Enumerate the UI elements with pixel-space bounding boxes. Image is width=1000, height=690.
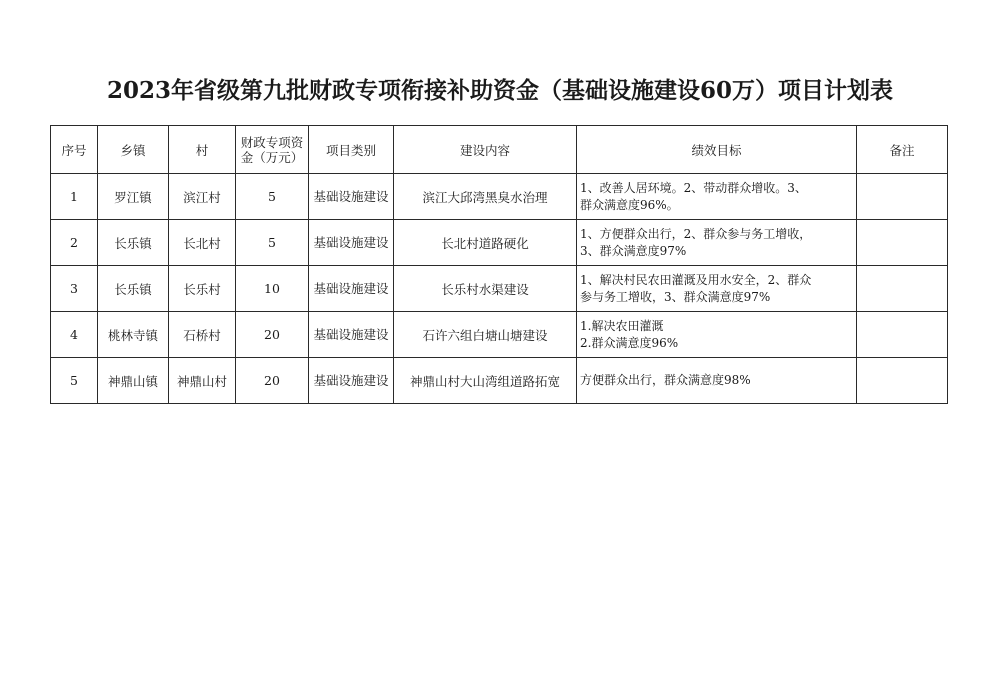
header-seq: 序号 bbox=[51, 126, 98, 174]
table-row bbox=[51, 358, 948, 404]
cell-fund: 20 bbox=[236, 358, 309, 404]
cell-fund: 20 bbox=[236, 312, 309, 358]
cell-content: 长乐村水渠建设 bbox=[394, 266, 577, 312]
cell-remark bbox=[857, 358, 948, 404]
table-row bbox=[51, 312, 948, 358]
cell-village: 长北村 bbox=[169, 220, 236, 266]
target-line: 3、群众满意度97% bbox=[580, 243, 687, 258]
target-line: 1、改善人居环境。2、带动群众增收。3、 bbox=[580, 180, 807, 195]
cell-category bbox=[309, 358, 394, 404]
cell-village: 石桥村 bbox=[169, 312, 236, 358]
cell-content: 石许六组白塘山塘建设 bbox=[394, 312, 577, 358]
target-line: 1、方便群众出行，2、群众参与务工增收， bbox=[580, 226, 812, 241]
target-line: 1.解决农田灌溉 bbox=[580, 318, 664, 333]
header-target: 绩效目标 bbox=[577, 126, 857, 174]
target-line: 2.群众满意度96% bbox=[580, 335, 679, 350]
target-line: 1、解决村民农田灌溉及用水安全，2、群众 bbox=[580, 272, 812, 287]
project-plan-table bbox=[50, 125, 948, 404]
cell-content: 长北村道路硬化 bbox=[394, 220, 577, 266]
header-content: 建设内容 bbox=[394, 126, 577, 174]
page-title: 2023年省级第九批财政专项衔接补助资金（基础设施建设60万）项目计划表 bbox=[106, 77, 894, 104]
header-village: 村 bbox=[169, 126, 236, 174]
cell-remark bbox=[857, 220, 948, 266]
cell-target bbox=[577, 358, 857, 404]
table-row bbox=[51, 266, 948, 312]
header-fund-label: 财政专项资金（万元） bbox=[240, 134, 304, 165]
cell-content: 神鼎山村大山湾组道路拓宽 bbox=[394, 358, 577, 404]
cell-seq: 4 bbox=[51, 312, 98, 358]
target-line: 群众满意度96%。 bbox=[580, 197, 679, 212]
cell-target bbox=[577, 312, 857, 358]
cell-seq: 5 bbox=[51, 358, 98, 404]
cell-target bbox=[577, 266, 857, 312]
cell-category bbox=[309, 220, 394, 266]
cell-remark bbox=[857, 266, 948, 312]
cell-remark bbox=[857, 174, 948, 220]
cell-town: 神鼎山镇 bbox=[98, 358, 169, 404]
cell-village: 长乐村 bbox=[169, 266, 236, 312]
cell-category bbox=[309, 174, 394, 220]
header-fund bbox=[236, 126, 309, 174]
cell-target bbox=[577, 220, 857, 266]
category-label: 基础设施建设 bbox=[313, 280, 389, 296]
cell-seq: 2 bbox=[51, 220, 98, 266]
header-town: 乡镇 bbox=[98, 126, 169, 174]
cell-fund: 5 bbox=[236, 174, 309, 220]
cell-target bbox=[577, 174, 857, 220]
category-label: 基础设施建设 bbox=[313, 326, 389, 342]
table-row bbox=[51, 174, 948, 220]
header-remark: 备注 bbox=[857, 126, 948, 174]
cell-village: 滨江村 bbox=[169, 174, 236, 220]
cell-town: 罗江镇 bbox=[98, 174, 169, 220]
cell-fund: 5 bbox=[236, 220, 309, 266]
target-line: 方便群众出行，群众满意度98% bbox=[580, 373, 751, 387]
target-line: 参与务工增收，3、群众满意度97% bbox=[580, 289, 771, 304]
cell-town: 长乐镇 bbox=[98, 220, 169, 266]
category-label: 基础设施建设 bbox=[313, 372, 389, 388]
category-label: 基础设施建设 bbox=[313, 234, 389, 250]
cell-town: 长乐镇 bbox=[98, 266, 169, 312]
cell-fund: 10 bbox=[236, 266, 309, 312]
category-label: 基础设施建设 bbox=[313, 188, 389, 204]
cell-seq: 1 bbox=[51, 174, 98, 220]
cell-category bbox=[309, 266, 394, 312]
cell-town: 桃林寺镇 bbox=[98, 312, 169, 358]
cell-category bbox=[309, 312, 394, 358]
cell-content: 滨江大邱湾黑臭水治理 bbox=[394, 174, 577, 220]
cell-remark bbox=[857, 312, 948, 358]
cell-seq: 3 bbox=[51, 266, 98, 312]
table-row bbox=[51, 220, 948, 266]
header-category: 项目类别 bbox=[309, 126, 394, 174]
cell-village: 神鼎山村 bbox=[169, 358, 236, 404]
table-header-row bbox=[51, 126, 948, 174]
